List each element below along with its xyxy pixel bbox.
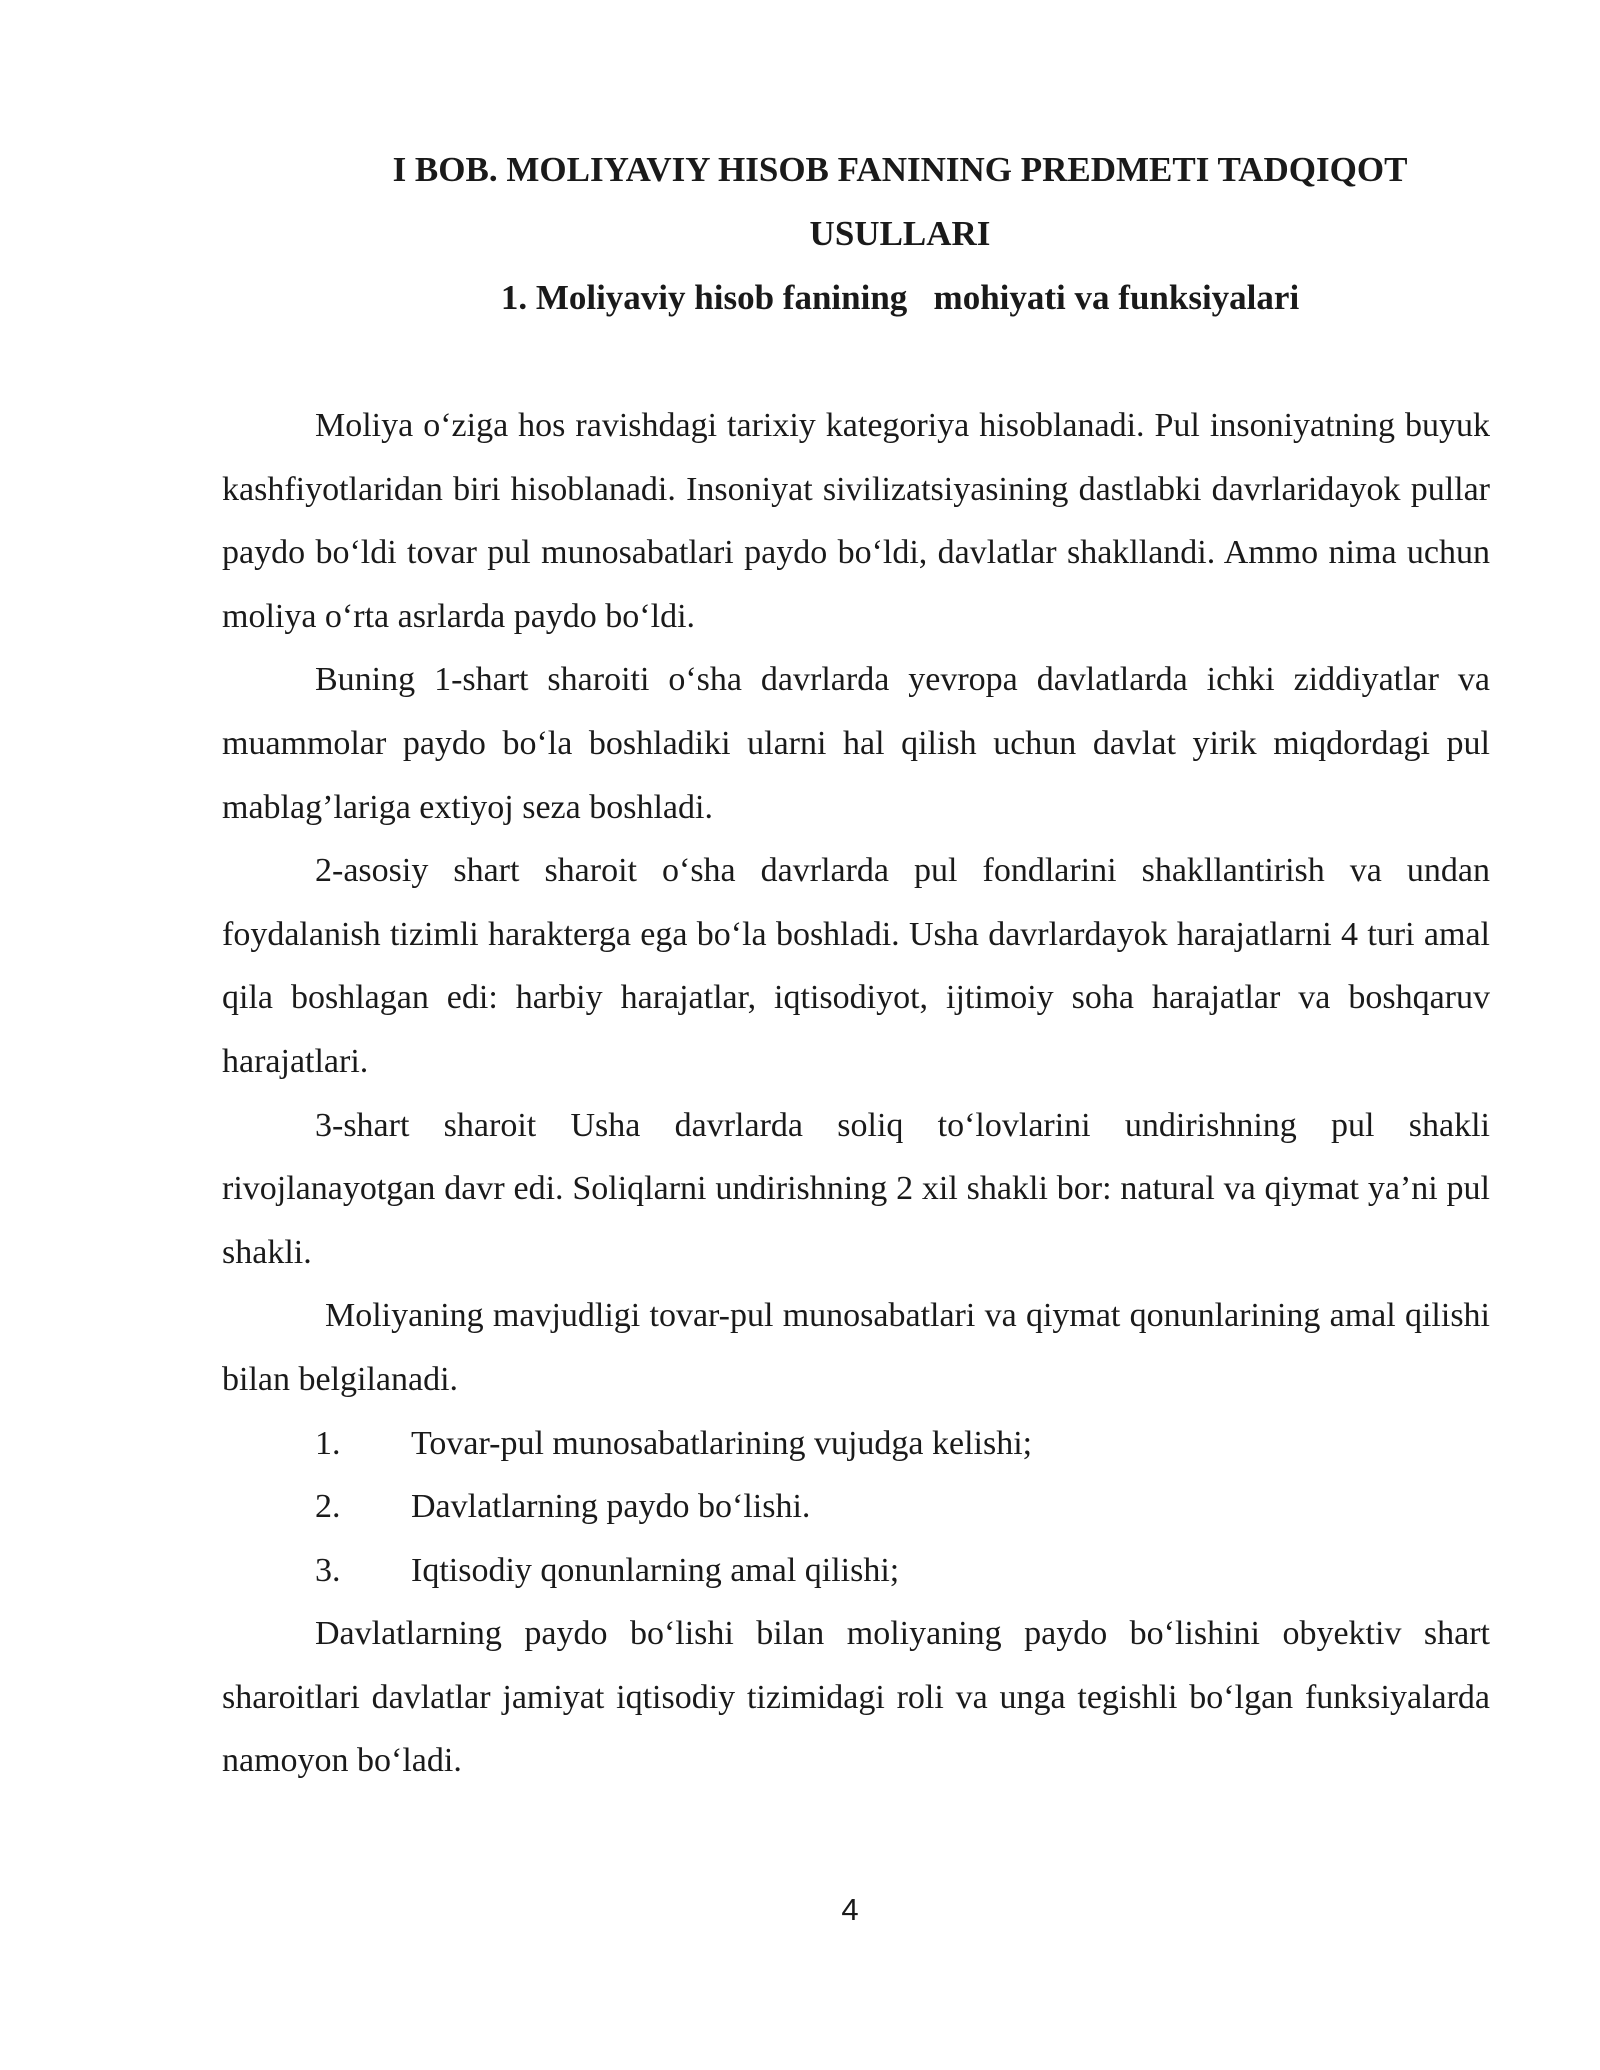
page-number: 4 bbox=[841, 1892, 859, 1927]
list-item bbox=[222, 1475, 1490, 1539]
list-item bbox=[222, 1539, 1490, 1603]
list-item-text: Davlatlarning paydo bo‘lishi. bbox=[411, 1488, 811, 1526]
chapter-title bbox=[300, 138, 1500, 266]
list-item-number: 1. bbox=[315, 1424, 341, 1462]
list-item bbox=[222, 1412, 1490, 1476]
list-item-number: 3. bbox=[315, 1551, 341, 1589]
list-item-text: Iqtisodiy qonunlarning amal qilishi; bbox=[411, 1551, 900, 1589]
paragraph: Moliyaning mavjudligi tovar-pul munosabatlari va qiymat qonunlarining amal qilishi bilan belgilanadi. bbox=[222, 1297, 1490, 1398]
paragraph: Moliya o‘ziga hos ravishdagi tarixiy kategoriya hisoblanadi. Pul insoniyatning buyuk kashfiyotlaridan biri hisoblanadi. Insoniyat sivilizatsiyasining dastlabki davrlaridayok pullar paydo bo‘ldi tovar pul munosabatlari paydo bo‘ldi, davlatlar shakllandi. Ammo nima uchun moliya o‘rta asrlarda paydo bo‘ldi. bbox=[222, 407, 1490, 635]
paragraph: Buning 1-shart sharoiti o‘sha davrlarda yevropa davlatlarda ichki ziddiyatlar va muammolar paydo bo‘la boshladiki ularni hal qilish uchun davlat yirik miqdordagi pul mablag’lariga extiyoj seza boshladi. bbox=[222, 661, 1490, 826]
closing-paragraph: Davlatlarning paydo bo‘lishi bilan moliyaning paydo bo‘lishini obyektiv shart sharoitlari davlatlar jamiyat iqtisodiy tizimidagi roli va unga tegishli bo‘lgan funksiyalarda namoyon bo‘ladi. bbox=[222, 1615, 1490, 1780]
list-item-text: Tovar-pul munosabatlarining vujudga kelishi; bbox=[411, 1424, 1033, 1462]
paragraph: 2-asosiy shart sharoit o‘sha davrlarda pul fondlarini shakllantirish va undan foydalanish tizimli harakterga ega bo‘la boshladi. Usha davrlardayok harajatlarni 4 turi amal qila boshlagan edi: harbiy harajatlar, iqtisodiyot, ijtimoiy soha harajatlar va boshqaruv harajatlari. bbox=[222, 852, 1490, 1080]
list-item-number: 2. bbox=[315, 1488, 341, 1526]
chapter-title-line-1: I BOB. MOLIYAVIY HISOB FANINING PREDMETI TADQIQOT bbox=[392, 150, 1408, 189]
body-text bbox=[222, 394, 1490, 1793]
chapter-title-line-2: USULLARI bbox=[809, 214, 991, 253]
paragraph: 3-shart sharoit Usha davrlarda soliq to‘lovlarini undirishning pul shakli rivojlanayotgan davr edi. Soliqlarni undirishning 2 xil shakli bor: natural va qiymat ya’ni pul shakli. bbox=[222, 1106, 1490, 1271]
numbered-list bbox=[222, 1412, 1490, 1603]
section-title: 1. Moliyaviy hisob fanining mohiyati va funksiyalari bbox=[500, 278, 1300, 317]
